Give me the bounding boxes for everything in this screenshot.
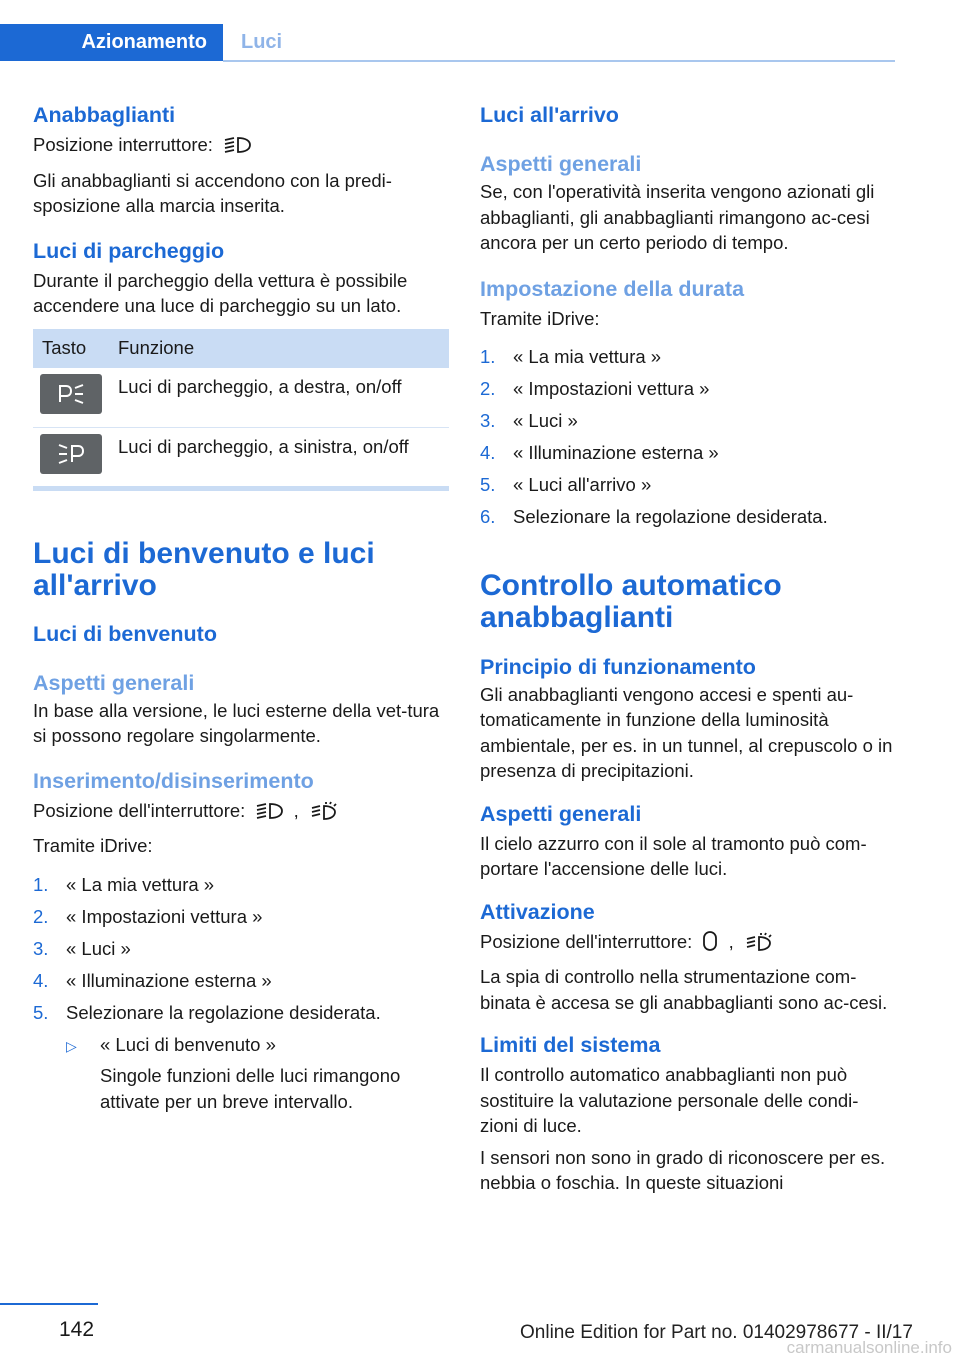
section-title-parcheggio: Luci di parcheggio <box>33 238 225 263</box>
welcome-steps-list <box>33 872 449 1026</box>
onoff-separator: , <box>293 799 299 821</box>
table-header <box>33 329 449 368</box>
subsection-title-limiti: Limiti del sistema <box>480 1033 661 1057</box>
sub-list-item <box>66 1032 449 1115</box>
limits-description-2: I sensori non sono in grado di riconoscere per es. nebbia o foschia. In queste situazioni <box>480 1146 886 1193</box>
sub-item-text: Singole funzioni delle luci rimangono attivate per un breve intervallo. <box>100 1065 401 1112</box>
triangle-bullet-icon: ▷ <box>66 1037 77 1054</box>
watermark: carmanualsonline.info <box>786 1338 952 1357</box>
table-row <box>33 368 449 428</box>
page-number-divider <box>0 1303 98 1305</box>
idrive-label: Tramite iDrive: <box>480 307 600 329</box>
list-item: 3. « Luci » <box>480 410 578 431</box>
sub-item-title: « Luci di benvenuto » <box>100 1033 276 1055</box>
table-header-funzione: Funzione <box>118 337 195 358</box>
arrival-description: Se, con l'operatività inserita vengono azionati gli abbaglianti, gli anabbaglianti rimangono ac-cesi ancora per un certo periodo di tempo. <box>480 181 875 253</box>
subsection-title-durata: Impostazione della durata <box>480 276 745 301</box>
switch-off-icon <box>701 930 719 959</box>
activation-description: La spia di controllo nella strumentazione com-binata è accesa se gli anabbaglianti sono ac-cesi. <box>480 966 888 1013</box>
tab-luci[interactable]: Luci <box>241 31 283 53</box>
parking-light-right-icon <box>40 374 102 414</box>
activation-pos-label: Posizione dell'interruttore: <box>480 930 693 952</box>
general2-description: Il cielo azzurro con il sole al tramonto può com-portare l'accensione delle luci. <box>480 832 867 879</box>
list-item: 1. « La mia vettura » <box>480 346 662 367</box>
idrive-label: Tramite iDrive: <box>33 835 153 856</box>
subsection-title-aspetti: Aspetti generali <box>480 152 642 176</box>
anab-switch-position <box>33 132 449 162</box>
page-header <box>0 0 960 62</box>
table-cell-function: Luci di parcheggio, a sinistra, on/off <box>118 435 409 457</box>
edition-footer: Online Edition for Part no. 01402978677 - II/17 <box>520 1322 913 1343</box>
tab-azionamento[interactable]: Azionamento <box>0 24 223 61</box>
list-item: 2. « Impostazioni vettura » <box>480 378 710 399</box>
principle-description: Gli anabbaglianti vengono accesi e spenti au-tomaticamente in funzione della luminosità ambientale, per es. in un tunnel, al crepuscolo o in presenza di precipitazioni. <box>480 683 893 781</box>
list-item: 4. « Illuminazione esterna » <box>480 442 719 463</box>
table-header-tasto: Tasto <box>42 337 87 358</box>
list-item: 6. Selezionare la regolazione desiderata. <box>480 506 828 527</box>
table-cell-function: Luci di parcheggio, a destra, on/off <box>118 375 402 397</box>
parking-light-left-icon <box>40 434 102 474</box>
limits-description-1: Il controllo automatico anabbaglianti non può sostituire la valutazione personale delle condi-zioni di luce. <box>480 1064 859 1136</box>
general-description: In base alla versione, le luci esterne della vet-tura si possono regolare singolarmente. <box>33 699 440 746</box>
subsection-title-attivazione: Attivazione <box>480 899 595 924</box>
auto-headlight-icon <box>743 932 773 959</box>
parking-light-table <box>33 329 449 491</box>
subsection-title-aspetti: Aspetti generali <box>33 670 195 695</box>
onoff-pos-label: Posizione dell'interruttore: <box>33 799 246 821</box>
list-item: 5. « Luci all'arrivo » <box>480 474 652 495</box>
low-beam-icon <box>254 801 284 828</box>
section-title-arrivo: Luci all'arrivo <box>480 103 619 127</box>
anab-description: Gli anabbaglianti si accendono con la predi-sposizione alla marcia inserita. <box>33 169 392 216</box>
duration-steps-list <box>480 344 895 530</box>
table-row <box>33 428 449 486</box>
low-beam-icon <box>222 135 252 162</box>
parking-description: Durante il parcheggio della vettura è possibile accendere una luce di parcheggio su un lato. <box>33 269 408 316</box>
subsection-title-aspetti: Aspetti generali <box>480 801 642 826</box>
list-item: 4. « Illuminazione esterna » <box>33 969 272 991</box>
activation-separator: , <box>728 930 734 952</box>
section-title-anabbaglianti: Anabbaglianti <box>33 103 176 127</box>
onoff-switch-position <box>33 798 449 828</box>
section-title-principio: Principio di funzionamento <box>480 654 756 679</box>
list-item: 1. « La mia vettura » <box>33 873 215 895</box>
auto-headlight-icon <box>308 801 338 828</box>
subsection-title-inserimento: Inserimento/disinserimento <box>33 768 314 793</box>
list-item: 3. « Luci » <box>33 937 131 959</box>
activation-switch-position <box>480 929 895 959</box>
header-divider <box>223 60 895 62</box>
left-column <box>33 100 449 1114</box>
list-item: 5. Selezionare la regolazione desiderata. <box>33 1001 381 1023</box>
chapter-title-auto: Controllo automatico anabbaglianti <box>480 568 782 634</box>
chapter-title-welcome: Luci di benvenuto e luci all'arrivo <box>33 536 375 602</box>
section-title-benvenuto: Luci di benvenuto <box>33 621 217 646</box>
right-column <box>480 100 895 1196</box>
anab-pos-label: Posizione interruttore: <box>33 134 213 155</box>
page-number: 142 <box>59 1318 95 1341</box>
list-item: 2. « Impostazioni vettura » <box>33 905 263 927</box>
